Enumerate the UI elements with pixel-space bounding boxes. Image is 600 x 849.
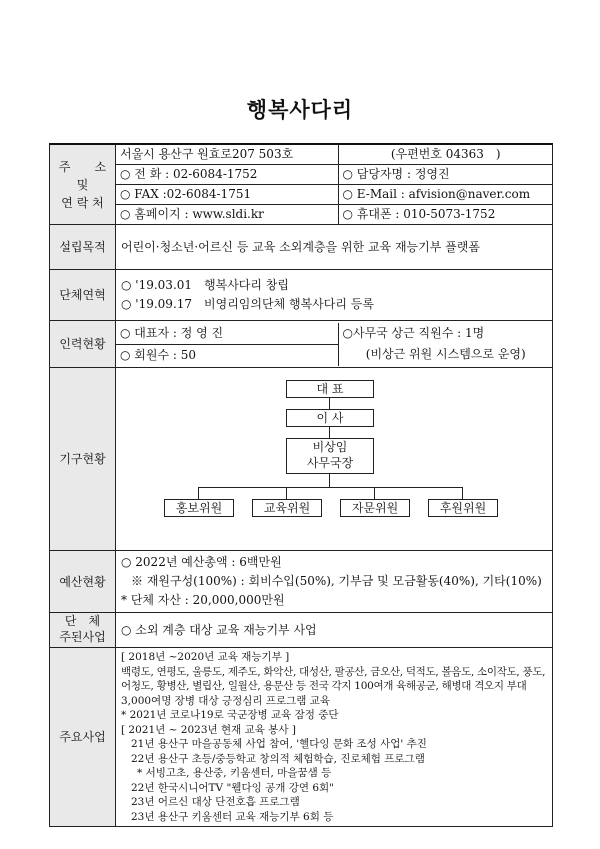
history-value [116, 270, 553, 321]
org-box-committee: 교육위원 [252, 499, 322, 517]
projects-line: 22년 한국시니어TV "웰다잉 공개 강연 6회" [131, 781, 334, 794]
email-value: ○ E-Mail : afvision@naver.com [338, 185, 553, 205]
budget-row [50, 551, 553, 613]
main-project-value [116, 613, 553, 648]
homepage-value: ○ 홈페이지 : www.sldi.kr [116, 205, 338, 225]
phone-value: ○ 전 화 : 02-6084-1752 [116, 165, 338, 185]
org-box-secretariat [286, 438, 374, 474]
org-connector [462, 487, 463, 499]
history-row [50, 270, 553, 321]
projects-line: 어청도, 황병산, 별립산, 일월산, 용문산 등 전국 각지 100여개 육해공군, 해병대 격오지 부대 [121, 680, 527, 692]
org-chart [116, 368, 552, 550]
history-item: ○ '19.09.17 비영리임의단체 행복사다리 등록 [121, 297, 374, 311]
projects-value [116, 648, 553, 827]
history-label: 단체연혁 [50, 270, 116, 321]
purpose-text: 어린이·청소년·어르신 등 교육 소외계층을 위한 교육 재능기부 플랫폼 [121, 239, 480, 254]
org-connector [329, 426, 330, 438]
main-project-text: ○ 소외 계층 대상 교육 재능기부 사업 [121, 622, 317, 637]
contact-cell [116, 144, 553, 225]
address-value: 서울시 용산구 원효로207 503호 [116, 145, 338, 165]
contact-label-line: 주 소 [58, 159, 107, 174]
org-box-committee: 홍보위원 [164, 499, 234, 517]
org-connector [198, 487, 462, 488]
budget-label: 예산현황 [50, 551, 116, 613]
projects-line: * 서빙고초, 용산중, 키움센터, 마을꿈샘 등 [137, 767, 332, 779]
org-connector [286, 487, 287, 499]
staff-subtable [116, 323, 553, 366]
contact-row [50, 144, 553, 225]
org-box-ceo: 대 표 [286, 380, 374, 398]
budget-value [116, 551, 553, 613]
staff-label: 인력현황 [50, 321, 116, 368]
projects-row [50, 648, 553, 827]
main-project-label-line: 주된사업 [59, 630, 106, 644]
org-box-board: 이 사 [286, 409, 374, 427]
postal-code: (우편번호 04363 ) [390, 147, 501, 161]
projects-line: 23년 어르신 대상 단전호흡 프로그램 [131, 796, 300, 808]
manager-value: ○ 담당자명 : 정영진 [338, 165, 553, 185]
org-box-committee: 자문위원 [340, 499, 410, 517]
budget-line: ○ 2022년 예산총액 : 6백만원 [121, 555, 282, 569]
projects-line: 23년 용산구 키움센터 교육 재능기부 6회 등 [131, 810, 334, 823]
org-connector [329, 473, 330, 487]
contact-label-line: 연 락 처 [61, 195, 104, 210]
contact-label [50, 144, 116, 225]
purpose-label: 설립목적 [50, 225, 116, 270]
projects-line: 21년 용산구 마을공동체 사업 참여, '헬다잉 문화 조성 사업' 추진 [131, 738, 427, 750]
org-box-committee: 후원위원 [428, 499, 498, 517]
org-secretariat-line: 비상임 [312, 440, 348, 454]
projects-label: 주요사업 [50, 648, 116, 827]
main-project-label-line: 단 체 [64, 614, 101, 629]
org-label: 기구현황 [50, 368, 116, 551]
main-project-row [50, 613, 553, 648]
purpose-row [50, 225, 553, 270]
projects-line: [ 2018년 ~2020년 교육 재능기부 ] [121, 651, 290, 663]
history-item: ○ '19.03.01 행복사다리 창립 [121, 278, 289, 292]
org-connector [374, 487, 375, 499]
purpose-value [116, 225, 553, 270]
org-connector [198, 487, 199, 499]
fax-value: ○ FAX :02-6084-1751 [116, 185, 338, 205]
representative-value: ○ 대표자 : 정 영 진 [116, 323, 338, 345]
contact-label-line: 및 [76, 177, 89, 192]
organization-info-table [49, 143, 553, 827]
page-title: 행복사다리 [246, 97, 354, 122]
office-note: (비상근 위원 시스템으로 운영) [365, 347, 526, 362]
projects-line: * 2021년 코로나19로 국군장병 교육 잠정 중단 [121, 709, 339, 721]
office-staff-value: ○사무국 상근 직원수 : 1명 [342, 325, 485, 340]
contact-subtable [116, 145, 553, 224]
org-row [50, 368, 553, 551]
budget-line: ※ 재원구성(100%) : 회비수입(50%), 기부금 및 모금활동(40%), 기타(10%) [131, 574, 542, 588]
org-connector [329, 397, 330, 409]
org-secretariat-line: 사무국장 [306, 456, 354, 470]
org-chart-cell [116, 368, 553, 551]
main-project-label [50, 613, 116, 648]
members-value: ○ 회원수 : 50 [116, 344, 338, 366]
budget-line: * 단체 자산 : 20,000,000만원 [121, 593, 285, 607]
mobile-value: ○ 휴대폰 : 010-5073-1752 [338, 205, 553, 225]
staff-row [50, 321, 553, 368]
projects-line: 22년 용산구 초등/중등학교 창의적 체험학습, 진로체험 프로그램 [131, 752, 425, 765]
staff-cell [116, 321, 553, 368]
projects-line: [ 2021년 ~ 2023년 현재 교육 봉사 ] [121, 723, 296, 736]
projects-line: 백령도, 연평도, 울릉도, 제주도, 화악산, 대성산, 팔공산, 금오산, 덕적도, 볼음도, 소이작도, 풍도, [121, 665, 546, 678]
projects-line: 3,000여명 장병 대상 긍정심리 프로그램 교육 [121, 694, 331, 707]
